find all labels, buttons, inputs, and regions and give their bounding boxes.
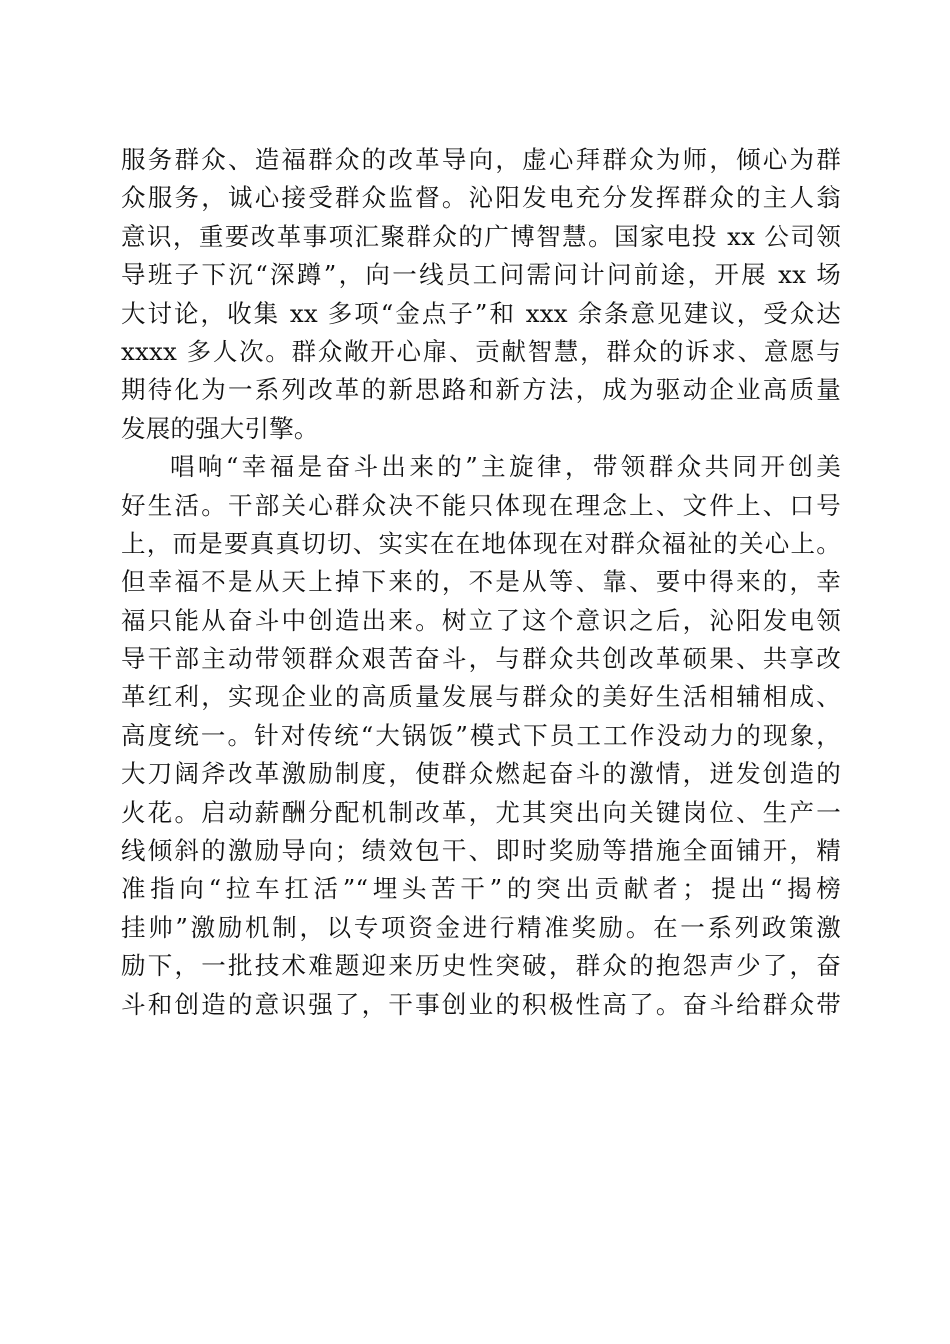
text-line: 高度统一。针对传统“大锅饭”模式下员工工作没动力的现象， xyxy=(121,720,841,750)
text-line: 意识，重要改革事项汇聚群众的广博智慧。国家电投 xx 公司领 xyxy=(121,221,841,251)
paragraph-1 xyxy=(121,141,841,448)
text-line: 众服务，诚心接受群众监督。沁阳发电充分发挥群众的主人翁 xyxy=(121,183,841,213)
text-line: 大刀阔斧改革激励制度，使群众燃起奋斗的激情，迸发创造的 xyxy=(121,759,841,789)
text-line: 励下，一批技术难题迎来历史性突破，群众的抱怨声少了，奋 xyxy=(121,951,841,981)
text-line: 导班子下沉“深蹲”，向一线员工问需问计问前途，开展 xx 场 xyxy=(121,260,841,290)
text-line: 发展的强大引擎。 xyxy=(121,413,319,443)
text-line: 大讨论，收集 xx 多项“金点子”和 xxx 余条意见建议，受众达 xyxy=(121,298,841,328)
text-line: 火花。启动薪酬分配机制改革，尤其突出向关键岗位、生产一 xyxy=(121,797,841,827)
paragraph-2 xyxy=(121,448,841,1024)
text-line: 斗和创造的意识强了，干事创业的积极性高了。奋斗给群众带 xyxy=(121,989,841,1019)
text-line: 福只能从奋斗中创造出来。树立了这个意识之后，沁阳发电领 xyxy=(121,605,841,635)
text-line: 准指向“拉车扛活”“埋头苦干”的突出贡献者；提出“揭榜 xyxy=(121,874,841,904)
text-line: 导干部主动带领群众艰苦奋斗，与群众共创改革硕果、共享改 xyxy=(121,644,841,674)
text-line: 挂帅”激励机制，以专项资金进行精准奖励。在一系列政策激 xyxy=(121,912,841,942)
text-line: 好生活。干部关心群众决不能只体现在理念上、文件上、口号 xyxy=(121,490,841,520)
text-line: 但幸福不是从天上掉下来的，不是从等、靠、要中得来的，幸 xyxy=(121,567,841,597)
text-line: 线倾斜的激励导向；绩效包干、即时奖励等措施全面铺开，精 xyxy=(121,836,841,866)
text-line: 服务群众、造福群众的改革导向，虚心拜群众为师，倾心为群 xyxy=(121,145,841,174)
text-line: 期待化为一系列改革的新思路和新方法，成为驱动企业高质量 xyxy=(121,375,841,405)
text-line: 革红利，实现企业的高质量发展与群众的美好生活相辅相成、 xyxy=(121,682,841,712)
text-line: xxxx 多人次。群众敞开心扉、贡献智慧，群众的诉求、意愿与 xyxy=(121,336,841,366)
text-line: 唱响“幸福是奋斗出来的”主旋律，带领群众共同开创美 xyxy=(170,452,841,482)
document-body xyxy=(121,141,841,1024)
text-line: 上，而是要真真切切、实实在在地体现在对群众福祉的关心上。 xyxy=(121,528,841,558)
